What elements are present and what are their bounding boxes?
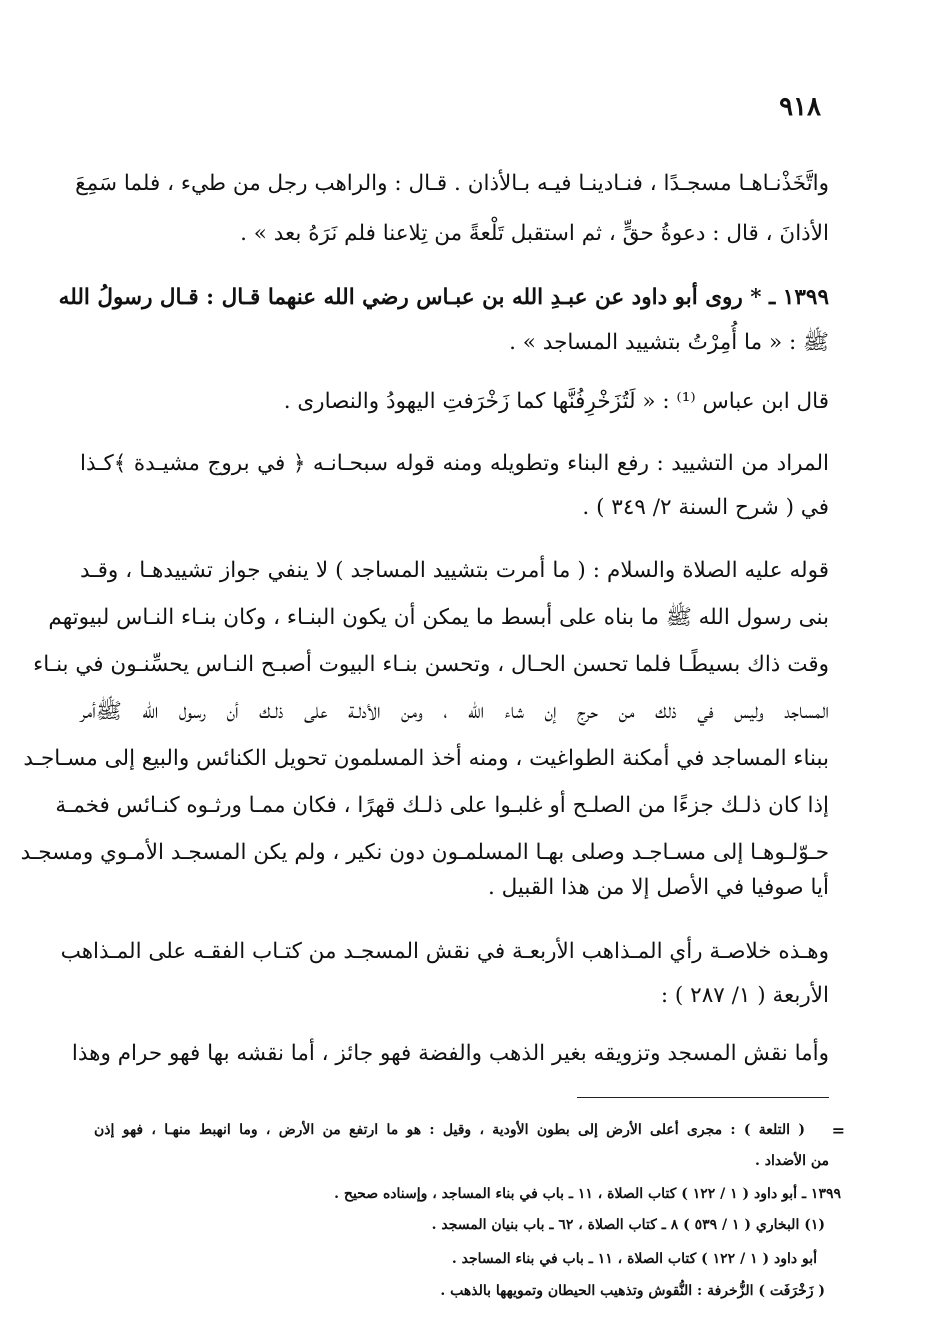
text-line: أيا صوفيا في الأصل إلا من هذا القبيل . [487,875,829,900]
text-line: بنى رسول الله ﷺ ما بناه على أبسط ما يمكن أن يكون البنـاء ، وكان بنـاء النـاس لبيوتهم [48,605,829,630]
text-line: وقت ذاك بسيطًـا فلما تحسن الحـال ، وتحسن بنـاء البيوت أصبـح النـاس يحسِّنـون في بنـاء [33,652,829,677]
text-line: قال ابن عباس ⁽¹⁾ : « لَتُزَخْرِفُنَّها كما زَخْرَفتِ اليهودُ والنصارى . [283,389,829,414]
text-line: الأربعة ( ١/ ٢٨٧ ) : [660,983,829,1008]
footnote-line: أبو داود ( ١ / ١٢٢ ) كتاب الصلاة ، ١١ ـ باب في بناء المساجد . [451,1251,817,1267]
text-line: واتَّخَذْنـاهـا مسجـدًا ، فنـادينـا فيـه بـالأذان . قـال : والراهب رجل من طيء ، فلما سَمِعَ [75,171,829,196]
footnote-line: ( التلعة ) : مجرى أعلى الأرض إلى بطون الأودية ، وقيل : هو ما ارتفع من الأرض ، وما انهبط منهـا ، فهو إذن [94,1122,805,1138]
text-line: المراد من التشييد : رفع البناء وتطويله ومنه قوله سبحـانـه ﴿ في بروج مشيـدة ﴾كـذا [80,451,829,476]
text-line: وهـذه خلاصـة رأي المـذاهب الأربعـة في نقش المسجـد من كتـاب الفقـه على المـذاهب [60,939,829,964]
text-line: ﷺ : « ما أُمِرْتُ بتشييد المساجد » . [509,330,829,355]
text-line: وأما نقش المسجد وتزويقه بغير الذهب والفضة فهو جائز ، أما نقشه بها فهو حرام وهذا [71,1041,829,1066]
text-line: في ( شرح السنة ٢/ ٣٤٩ ) . [582,495,829,520]
text-line: ببناء المساجد في أمكنة الطواغيت ، ومنه أخذ المسلمون تحويل الكنائس والبيع إلى مسـاجـد [23,746,829,771]
hadith-heading-line: ١٣٩٩ ـ * روى أبو داود عن عبـدِ الله بن عبـاس رضي الله عنهما قـال : قـال رسولُ الله [58,285,829,310]
continuation-mark: = [831,1121,845,1140]
footnote-separator [577,1097,829,1098]
text-line: قوله عليه الصلاة والسلام : ( ما أمرت بتشييد المساجد ) لا ينفي جواز تشييدهـا ، وقـد [80,558,829,583]
text-line: المساجد وليس في ذلك من حرج إن شاء الله ، ومن الأدلـة على ذلـك أن رسول الله ﷺأمر [80,699,829,724]
text-line: حـوّلـوهـا إلى مسـاجـد وصلى بهـا المسلمـون دون نكير ، ولم يكن المسجـد الأمـوي ومسجـد [20,840,829,865]
page-number: ٩١٨ [779,92,821,122]
text-line: الأذانَ ، قال : دعوةُ حقٍّ ، ثم استقبل تَلْعةً من تِلاعنا فلم نَرَهُ بعد » . [240,221,829,246]
footnote-line: ١٣٩٩ ـ أبو داود ( ١ / ١٢٢ ) كتاب الصلاة ، ١١ ـ باب في بناء المساجد ، وإسناده صحيح . [334,1186,841,1202]
footnote-line: (١) البخاري ( ١ / ٥٣٩ ) ٨ ـ كتاب الصلاة ، ٦٢ ـ باب بنيان المسجد . [431,1217,825,1233]
footnote-line: ( زَخْرَفَت ) الزُّخرفة : النُّقوش وتذهيب الحيطان وتمويهها بالذهب . [440,1283,825,1299]
footnote-line: من الأضداد . [754,1153,829,1169]
text-line: إذا كان ذلـك جزءًا من الصلـح أو غلبـوا على ذلـك قهرًا ، فكان ممـا ورثـوه كنـائس فخمـة [55,793,829,818]
